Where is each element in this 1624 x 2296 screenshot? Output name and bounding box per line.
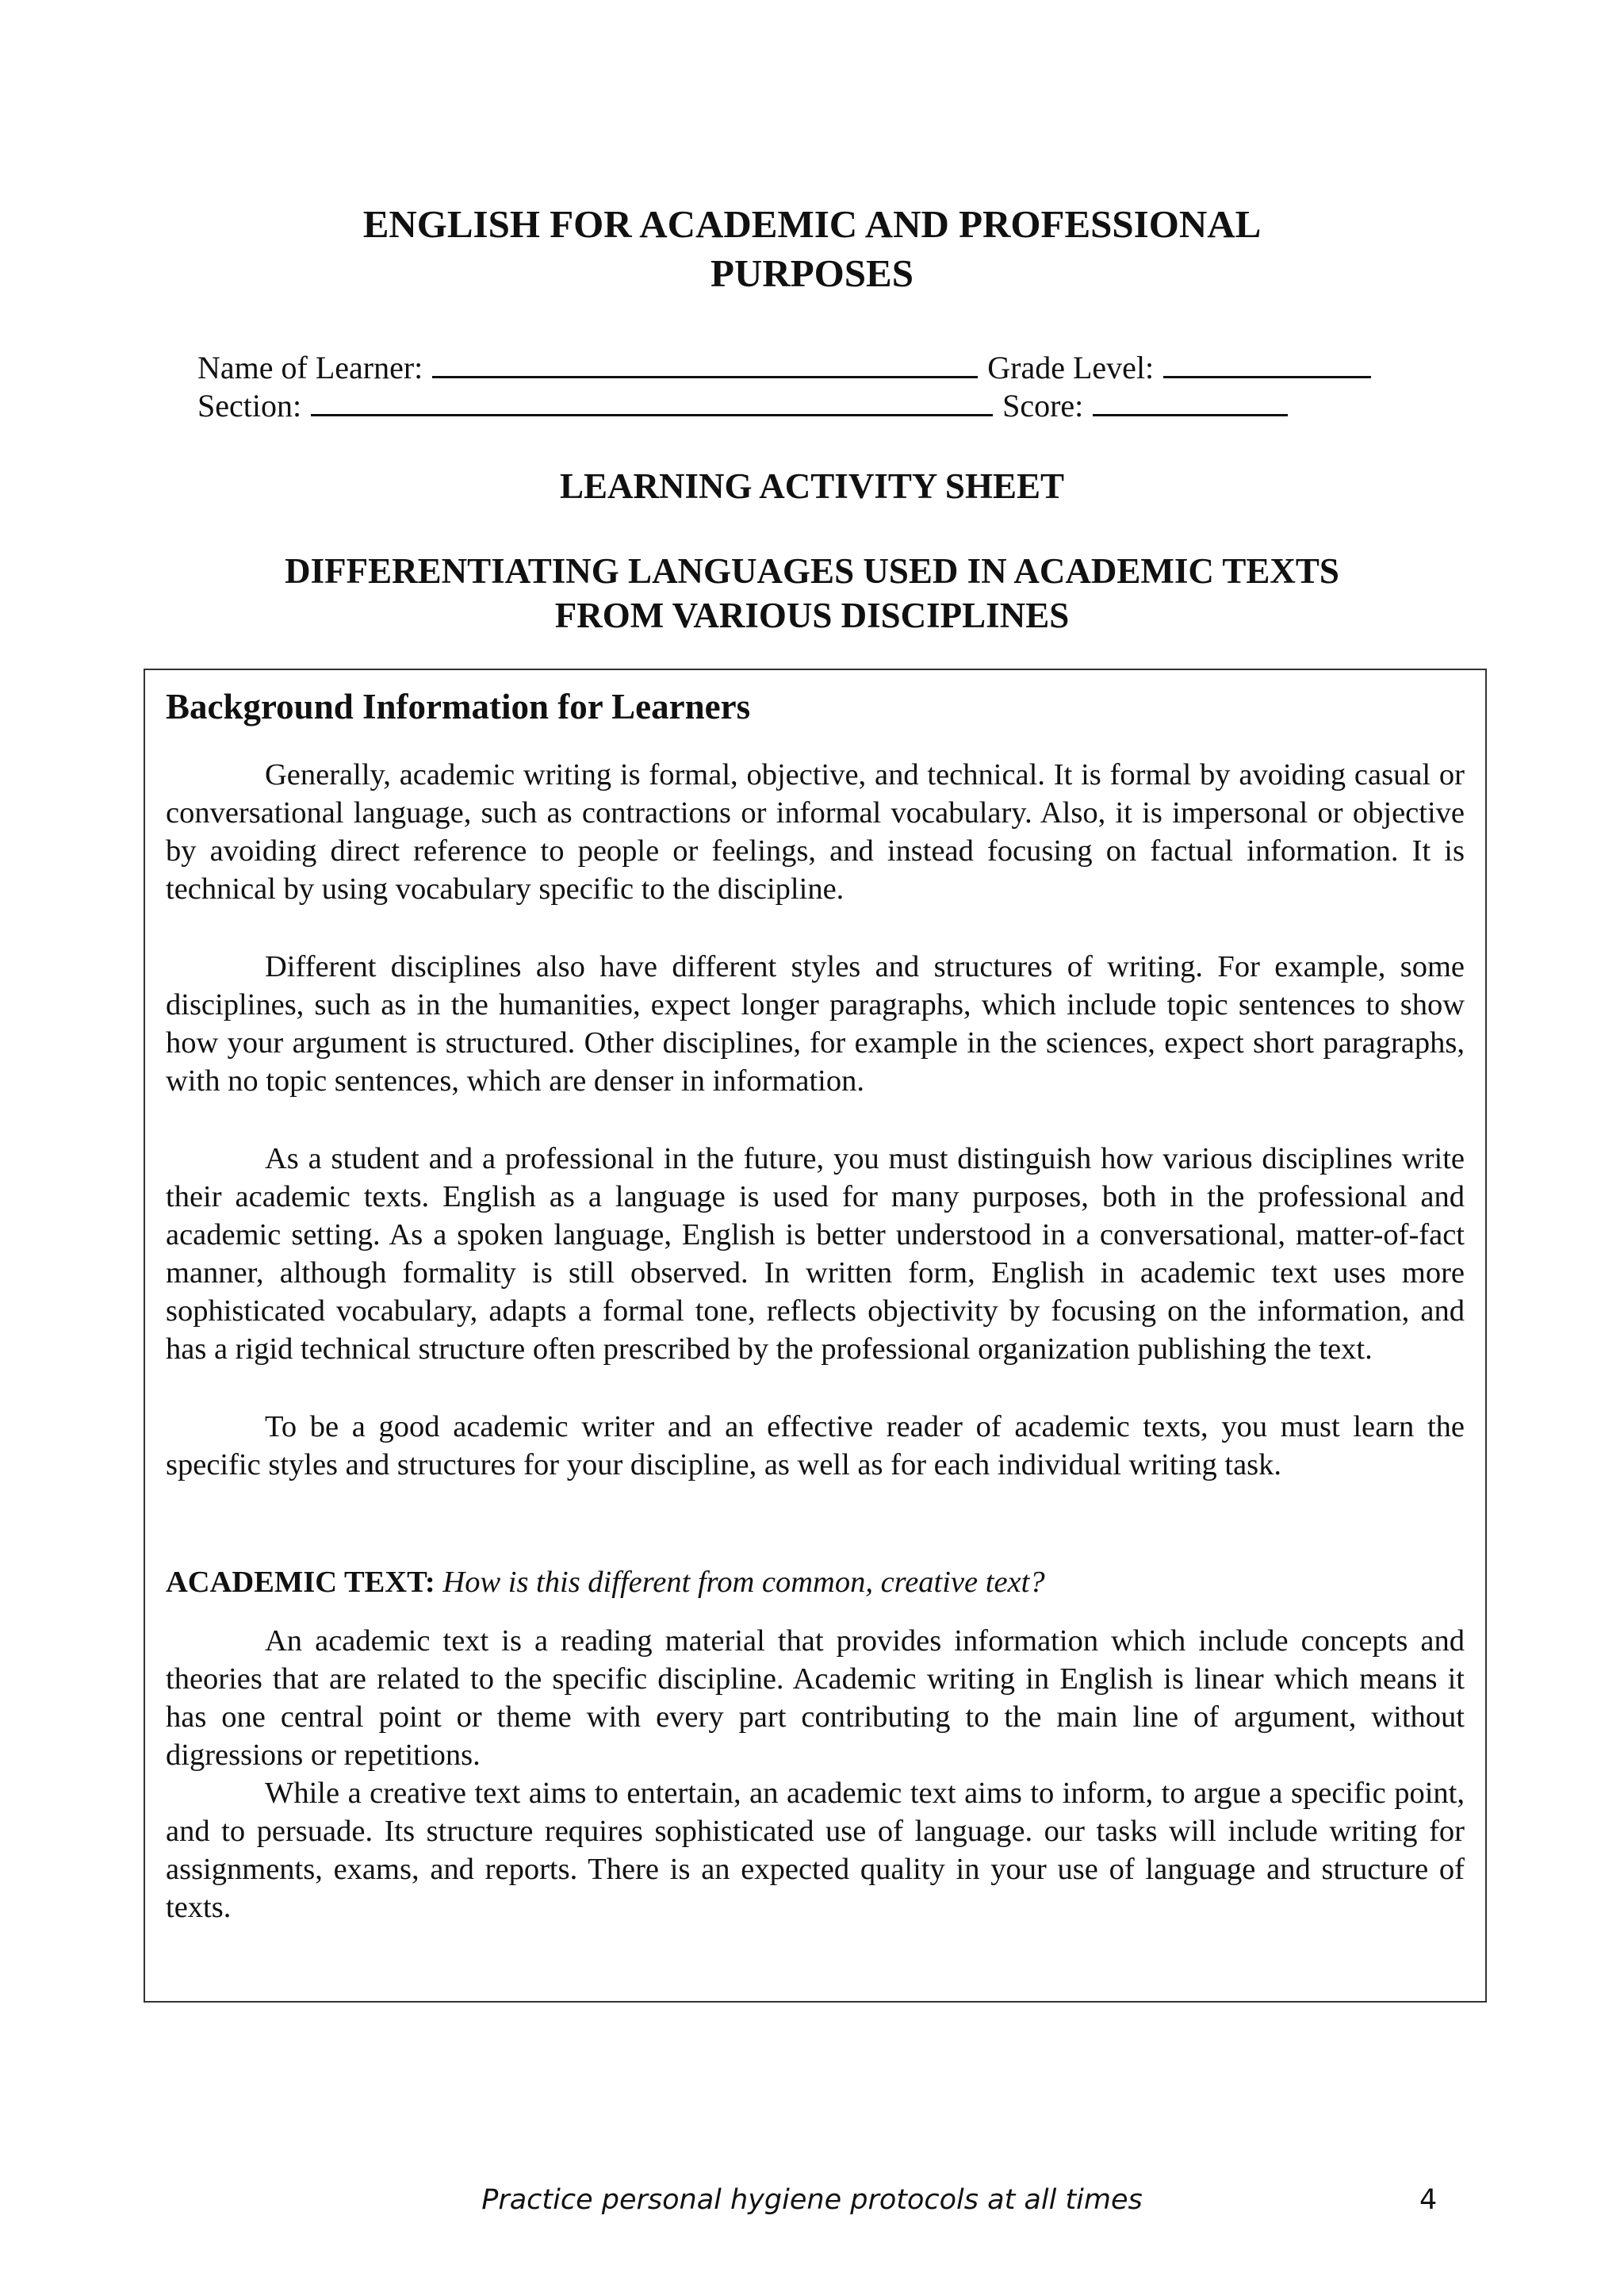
document-title <box>0 200 1624 298</box>
background-paragraph-1: Generally, academic writing is formal, objective, and technical. It is formal by avoiding casual or conversational language, such as contractions or informal vocabulary. Also, it is impersonal or objective by avoiding direct reference to people or feelings, and instead focusing on factual information. It is technical by using vocabulary specific to the discipline. <box>166 758 1465 906</box>
learning-activity-sheet-title: LEARNING ACTIVITY SHEET <box>560 466 1064 506</box>
page-number: 4 <box>1419 2184 1438 2216</box>
academic-text-heading <box>166 1563 1465 1601</box>
background-paragraph-2: Different disciplines also have different styles and structures of writing. For example, some disciplines, such as in the humanities, expect longer paragraphs, which include topic sentences to show how your argument is structured. Other disciplines, for example in the sciences, expect short paragraphs, with no topic sentences, which are denser in information. <box>166 950 1465 1098</box>
background-heading: Background Information for Learners <box>166 687 751 726</box>
score-field[interactable] <box>1093 387 1288 416</box>
score-label: Score: <box>1002 388 1084 424</box>
lesson-topic-title <box>0 549 1624 638</box>
background-paragraph-3: As a student and a professional in the future, you must distinguish how various disciplines write their academic texts. English as a language is used for many purposes, both in the professional and academic setting. As a spoken language, English is better understood in a conversational, matter-of-fact manner, although formality is still observed. In written form, English in academic text uses more sophisticated vocabulary, adapts a formal tone, reflects objectivity by focusing on the information, and has a rigid technical structure often prescribed by the professional organization publishing the text. <box>166 1142 1465 1366</box>
document-title-line-1: ENGLISH FOR ACADEMIC AND PROFESSIONAL <box>362 202 1262 246</box>
footer-reminder: Practice personal hygiene protocols at all times <box>481 2184 1143 2216</box>
grade-level-field[interactable] <box>1163 349 1371 378</box>
background-paragraph-4: To be a good academic writer and an effective reader of academic texts, you must learn the specific styles and structures for your discipline, as well as for each individual writing task. <box>166 1410 1465 1481</box>
academic-text-question: How is this different from common, creative text? <box>442 1566 1045 1599</box>
lesson-topic-line-2: FROM VARIOUS DISCIPLINES <box>554 596 1070 635</box>
section-field[interactable] <box>311 387 993 416</box>
section-label: Section: <box>197 388 302 424</box>
name-of-learner-label: Name of Learner: <box>197 350 423 385</box>
lesson-topic-line-1: DIFFERENTIATING LANGUAGES USED IN ACADEMIC TEXTS <box>285 551 1339 591</box>
grade-level-label: Grade Level: <box>987 350 1155 385</box>
name-of-learner-field[interactable] <box>432 349 978 378</box>
document-title-line-2: PURPOSES <box>710 251 914 295</box>
learner-info-row-1 <box>197 349 1371 387</box>
academic-text-paragraph-1: An academic text is a reading material that provides information which include concepts and theories that are related to the specific discipline. Academic writing in English is linear which means it has one central point or theme with every part contributing to the main line of argument, without digressions or repetitions. <box>166 1624 1465 1772</box>
academic-text-label: ACADEMIC TEXT: <box>166 1566 435 1599</box>
academic-text-paragraph-2: While a creative text aims to entertain, an academic text aims to inform, to argue a specific point, and to persuade. Its structure requires sophisticated use of language. our tasks will include writing for assignments, exams, and reports. There is an expected quality in your use of language and structure of texts. <box>166 1777 1465 1924</box>
background-information-box <box>144 669 1487 2003</box>
learner-info-row-2 <box>197 387 1288 425</box>
